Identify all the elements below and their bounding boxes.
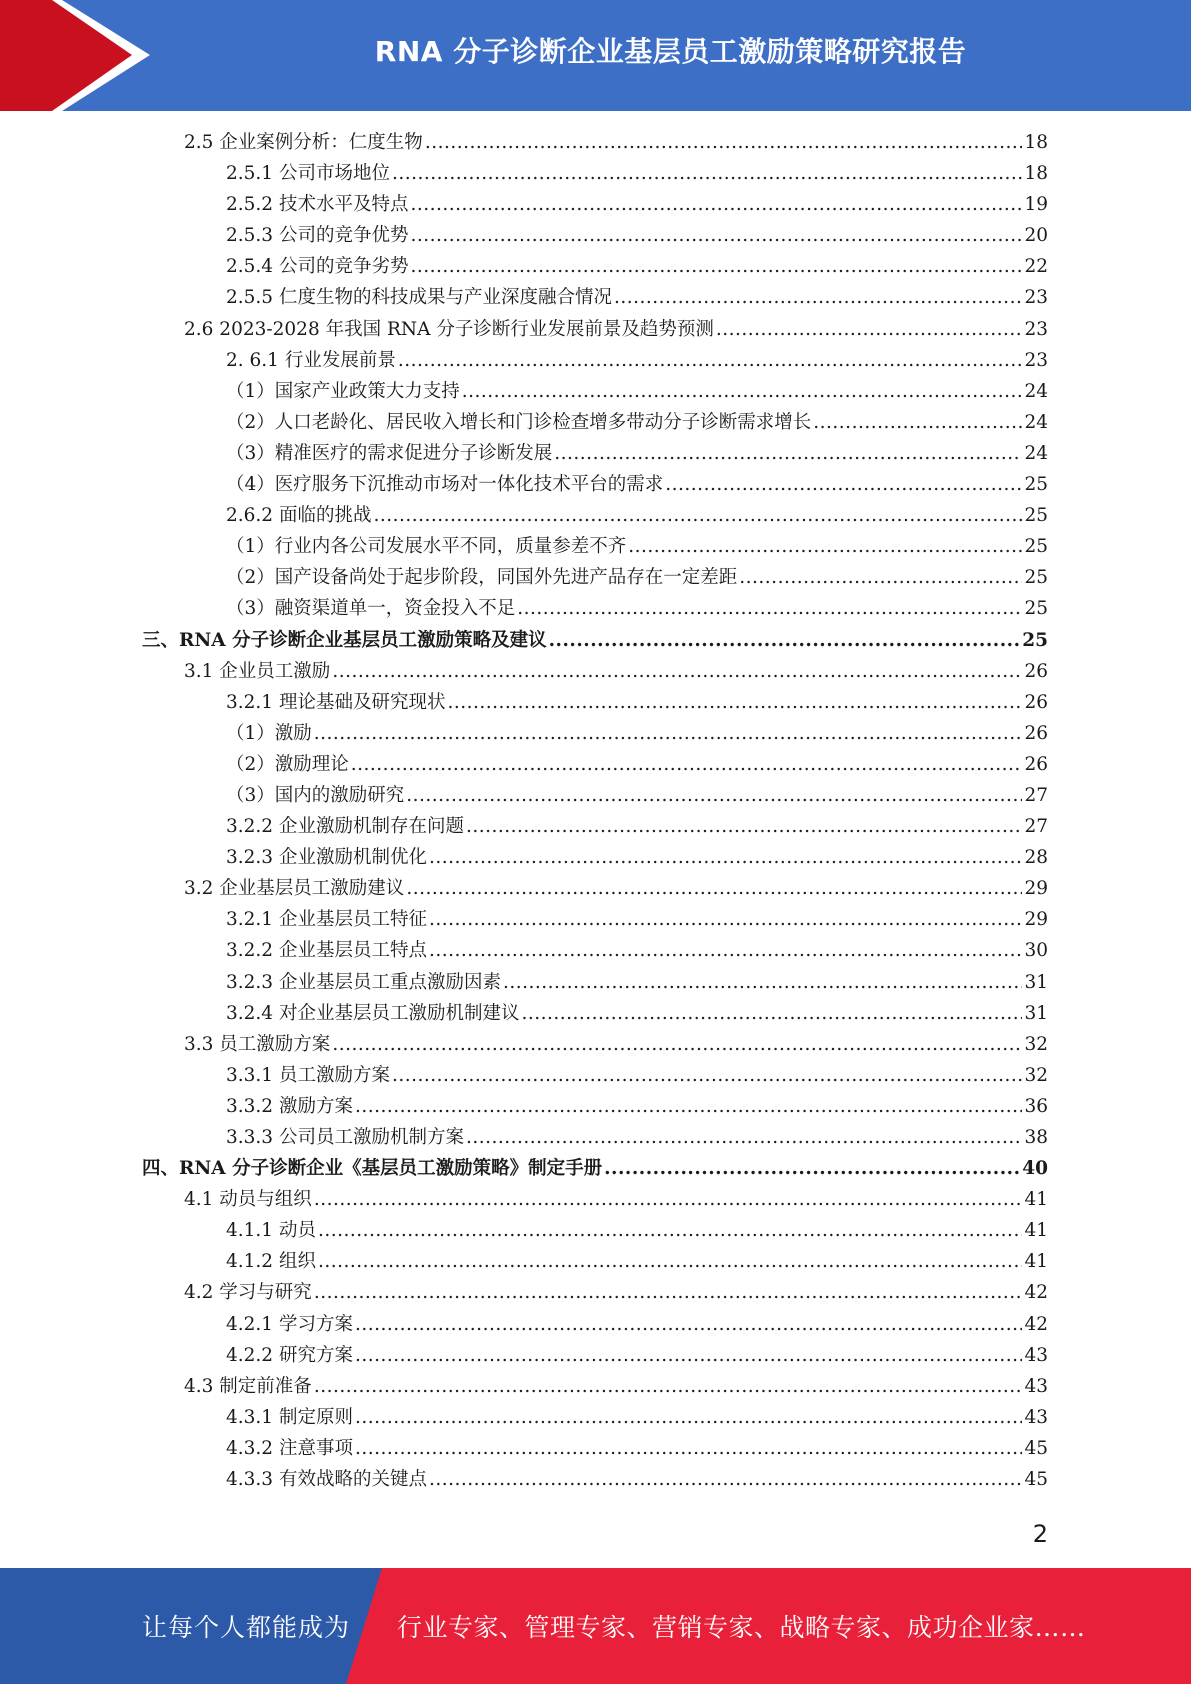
toc-entry-label: 4.3 制定前准备 [184, 1375, 312, 1397]
toc-dot-leader [517, 593, 1022, 624]
toc-entry-label: 3.3 员工激励方案 [184, 1033, 331, 1055]
toc-entry-page: 38 [1024, 1127, 1048, 1148]
page-footer [0, 1568, 1191, 1684]
toc-dot-leader [425, 127, 1023, 158]
toc-entry-page: 29 [1024, 909, 1048, 931]
toc-entry-page: 40 [1022, 1158, 1048, 1180]
toc-entry-label: 2. 6.1 行业发展前景 [226, 349, 396, 371]
toc-entry[interactable] [142, 158, 1048, 189]
toc-entry-label: 2.5.2 技术水平及特点 [226, 194, 409, 216]
toc-dot-leader [410, 220, 1022, 251]
toc-dot-leader [398, 345, 1023, 376]
toc-entry-page: 23 [1024, 318, 1048, 340]
toc-entry[interactable] [142, 1029, 1048, 1060]
toc-entry[interactable] [142, 873, 1048, 904]
toc-entry[interactable] [142, 189, 1048, 220]
toc-dot-leader [429, 935, 1022, 966]
toc-entry[interactable] [142, 314, 1048, 345]
footer-slogan-left: 让每个人都能成为 [142, 1613, 351, 1642]
toc-entry[interactable] [142, 1091, 1048, 1122]
toc-dot-leader [332, 1029, 1022, 1060]
toc-dot-leader [332, 656, 1022, 687]
toc-dot-leader [314, 1184, 1023, 1215]
toc-dot-leader [355, 1402, 1023, 1433]
toc-entry-label: （2）激励理论 [226, 753, 349, 775]
toc-dot-leader [716, 314, 1023, 345]
toc-dot-leader [604, 1153, 1020, 1184]
toc-entry-page: 32 [1024, 1064, 1048, 1086]
toc-entry-label: 3.2.1 企业基层员工特征 [226, 909, 427, 931]
toc-entry-label: 2.5.5 仁度生物的科技成果与产业深度融合情况 [226, 287, 612, 309]
toc-entry-page: 18 [1024, 132, 1048, 153]
toc-entry-label: 2.5.3 公司的竞争优势 [226, 225, 409, 247]
toc-entry[interactable] [142, 967, 1048, 998]
toc-entry-label: 3.2.2 企业激励机制存在问题 [226, 816, 464, 838]
toc-entry-page: 41 [1024, 1220, 1048, 1242]
toc-entry[interactable] [142, 220, 1048, 251]
toc-dot-leader [466, 811, 1022, 842]
toc-entry-page: 41 [1024, 1251, 1048, 1273]
toc-entry[interactable] [142, 1246, 1048, 1277]
toc-entry[interactable] [142, 1433, 1048, 1464]
toc-entry-page: 43 [1024, 1344, 1048, 1366]
toc-entry-page: 42 [1024, 1282, 1048, 1304]
toc-entry-label: 4.2.1 学习方案 [226, 1313, 353, 1335]
toc-entry-page: 27 [1024, 816, 1048, 838]
toc-entry-page: 30 [1024, 940, 1048, 962]
toc-dot-leader [406, 780, 1022, 811]
toc-entry[interactable] [142, 935, 1048, 966]
toc-entry-page: 25 [1024, 474, 1048, 496]
toc-entry-label: （1）激励 [226, 722, 312, 744]
toc-dot-leader [466, 1122, 1022, 1153]
toc-entry[interactable] [142, 1060, 1048, 1091]
toc-dot-leader [410, 251, 1022, 282]
toc-entry[interactable] [142, 998, 1048, 1029]
toc-entry-label: （2）国产设备尚处于起步阶段，同国外先进产品存在一定差距 [226, 567, 738, 589]
toc-entry-page: 22 [1024, 256, 1048, 278]
toc-entry[interactable] [142, 593, 1048, 624]
toc-dot-leader [314, 1277, 1023, 1308]
toc-dot-leader [665, 469, 1022, 500]
toc-entry-page: 45 [1024, 1437, 1048, 1459]
page-header [0, 0, 1191, 111]
toc-entry-page: 25 [1024, 598, 1048, 620]
toc-entry-label: （2）人口老龄化、居民收入增长和门诊检查增多带动分子诊断需求增长 [226, 411, 812, 433]
toc-entry-label: 3.2.1 理论基础及研究现状 [226, 691, 446, 713]
footer-slogan-right: 行业专家、管理专家、营销专家、战略专家、成功企业家…… [397, 1613, 1086, 1642]
toc-entry-page: 24 [1024, 380, 1048, 402]
toc-dot-leader [554, 438, 1022, 469]
header-arrow-icon [0, 0, 150, 111]
toc-entry-page: 26 [1024, 660, 1048, 682]
toc-entry[interactable] [142, 904, 1048, 935]
toc-entry-label: （1）行业内各公司发展水平不同，质量参差不齐 [226, 536, 627, 558]
toc-entry[interactable] [142, 438, 1048, 469]
toc-dot-leader [447, 687, 1022, 718]
toc-entry-label: 2.5.1 公司市场地位 [226, 163, 390, 185]
toc-entry-label: 4.2 学习与研究 [184, 1282, 312, 1304]
page-number: 2 [1032, 1520, 1048, 1548]
toc-entry-label: 4.1.1 动员 [226, 1220, 316, 1242]
toc-dot-leader [373, 500, 1022, 531]
toc-entry[interactable] [142, 1122, 1048, 1153]
toc-dot-leader [318, 1246, 1023, 1277]
toc-entry-page: 23 [1024, 349, 1048, 371]
toc-entry-label: 3.2 企业基层员工激励建议 [184, 878, 405, 900]
toc-entry[interactable] [142, 376, 1048, 407]
toc-dot-leader [813, 407, 1022, 438]
toc-entry-label: 4.2.2 研究方案 [226, 1344, 353, 1366]
toc-dot-leader [739, 562, 1022, 593]
toc-entry-label: （3）精准医疗的需求促进分子诊断发展 [226, 442, 553, 464]
toc-entry-label: 3.3.2 激励方案 [226, 1095, 353, 1117]
toc-entry-page: 31 [1024, 971, 1048, 993]
toc-entry-label: 2.6.2 面临的挑战 [226, 505, 372, 527]
toc-dot-leader [351, 749, 1023, 780]
toc-entry[interactable] [142, 500, 1048, 531]
toc-entry-label: （3）国内的激励研究 [226, 784, 405, 806]
toc-entry[interactable] [142, 1215, 1048, 1246]
toc-entry-page: 27 [1024, 784, 1048, 806]
toc-entry[interactable] [142, 251, 1048, 282]
toc-entry[interactable] [142, 1340, 1048, 1371]
toc-entry-page: 24 [1024, 411, 1048, 433]
toc-entry-page: 29 [1024, 878, 1048, 900]
toc-dot-leader [392, 1060, 1022, 1091]
toc-dot-leader [521, 998, 1022, 1029]
toc-entry-page: 26 [1024, 691, 1048, 713]
toc-entry-label: 2.5 企业案例分析：仁度生物 [184, 132, 423, 153]
toc-entry[interactable] [142, 625, 1048, 656]
toc-entry-label: 2.5.4 公司的竞争劣势 [226, 256, 409, 278]
toc-dot-leader [503, 967, 1022, 998]
toc-entry[interactable] [142, 407, 1048, 438]
toc-entry-page: 36 [1024, 1095, 1048, 1117]
table-of-contents [142, 127, 1048, 1495]
toc-entry[interactable] [142, 1153, 1048, 1184]
toc-entry[interactable] [142, 345, 1048, 376]
toc-dot-leader [429, 842, 1022, 873]
toc-dot-leader [462, 376, 1023, 407]
toc-entry-page: 32 [1024, 1033, 1048, 1055]
toc-entry-page: 23 [1024, 287, 1048, 309]
toc-entry-label: （1）国家产业政策大力支持 [226, 380, 460, 402]
toc-entry-label: 3.2.3 企业激励机制优化 [226, 847, 427, 869]
toc-entry-page: 26 [1024, 753, 1048, 775]
toc-entry-label: 3.2.3 企业基层员工重点激励因素 [226, 971, 501, 993]
toc-entry-page: 42 [1024, 1313, 1048, 1335]
toc-entry-label: 2.6 2023-2028 年我国 RNA 分子诊断行业发展前景及趋势预测 [184, 318, 714, 340]
toc-dot-leader [392, 158, 1022, 189]
toc-entry-page: 45 [1024, 1469, 1048, 1491]
toc-dot-leader [355, 1091, 1023, 1122]
toc-entry[interactable] [142, 531, 1048, 562]
toc-dot-leader [429, 1464, 1022, 1495]
toc-dot-leader [410, 189, 1022, 220]
toc-entry-label: 三、RNA 分子诊断企业基层员工激励策略及建议 [142, 629, 547, 651]
toc-entry-page: 28 [1024, 847, 1048, 869]
toc-entry-page: 18 [1024, 163, 1048, 185]
toc-entry[interactable] [142, 718, 1048, 749]
toc-entry-label: 4.1.2 组织 [226, 1251, 316, 1273]
toc-entry-page: 43 [1024, 1375, 1048, 1397]
toc-dot-leader [406, 873, 1022, 904]
toc-entry-page: 25 [1024, 567, 1048, 589]
toc-entry[interactable] [142, 127, 1048, 158]
toc-dot-leader [614, 282, 1022, 313]
toc-entry-page: 25 [1024, 536, 1048, 558]
toc-dot-leader [549, 625, 1021, 656]
toc-entry-page: 25 [1022, 629, 1048, 651]
toc-entry-page: 25 [1024, 505, 1048, 527]
toc-entry[interactable] [142, 749, 1048, 780]
toc-entry[interactable] [142, 1184, 1048, 1215]
toc-dot-leader [355, 1309, 1023, 1340]
toc-entry-label: 四、RNA 分子诊断企业《基层员工激励策略》制定手册 [142, 1158, 603, 1180]
toc-entry[interactable] [142, 842, 1048, 873]
toc-dot-leader [429, 904, 1022, 935]
toc-dot-leader [628, 531, 1022, 562]
report-title: RNA 分子诊断企业基层员工激励策略研究报告 [374, 35, 967, 68]
toc-entry[interactable] [142, 780, 1048, 811]
toc-entry[interactable] [142, 1309, 1048, 1340]
toc-entry[interactable] [142, 469, 1048, 500]
toc-entry-label: 3.3.3 公司员工激励机制方案 [226, 1127, 464, 1148]
toc-entry-label: （3）融资渠道单一，资金投入不足 [226, 598, 516, 620]
toc-entry-page: 41 [1024, 1189, 1048, 1211]
toc-entry[interactable] [142, 1371, 1048, 1402]
toc-entry[interactable] [142, 1464, 1048, 1495]
toc-entry-label: 4.3.2 注意事项 [226, 1437, 353, 1459]
toc-entry-page: 24 [1024, 442, 1048, 464]
toc-entry-label: 3.2.4 对企业基层员工激励机制建议 [226, 1002, 520, 1024]
toc-entry-label: 3.2.2 企业基层员工特点 [226, 940, 427, 962]
toc-entry-page: 43 [1024, 1406, 1048, 1428]
toc-entry-label: （4）医疗服务下沉推动市场对一体化技术平台的需求 [226, 474, 664, 496]
toc-entry[interactable] [142, 562, 1048, 593]
toc-entry-page: 31 [1024, 1002, 1048, 1024]
toc-dot-leader [355, 1433, 1023, 1464]
toc-entry-label: 3.3.1 员工激励方案 [226, 1064, 390, 1086]
toc-dot-leader [314, 1371, 1023, 1402]
toc-entry-page: 20 [1024, 225, 1048, 247]
toc-entry[interactable] [142, 1402, 1048, 1433]
toc-entry-label: 3.1 企业员工激励 [184, 660, 331, 682]
toc-entry-label: 4.3.3 有效战略的关键点 [226, 1469, 427, 1491]
toc-entry[interactable] [142, 687, 1048, 718]
toc-entry-label: 4.3.1 制定原则 [226, 1406, 353, 1428]
toc-dot-leader [318, 1215, 1023, 1246]
toc-entry[interactable] [142, 811, 1048, 842]
toc-dot-leader [355, 1340, 1023, 1371]
toc-dot-leader [314, 718, 1023, 749]
toc-entry-page: 19 [1024, 194, 1048, 216]
toc-entry[interactable] [142, 656, 1048, 687]
toc-entry-label: 4.1 动员与组织 [184, 1189, 312, 1211]
toc-entry[interactable] [142, 282, 1048, 313]
toc-entry[interactable] [142, 1277, 1048, 1308]
toc-entry-page: 26 [1024, 722, 1048, 744]
